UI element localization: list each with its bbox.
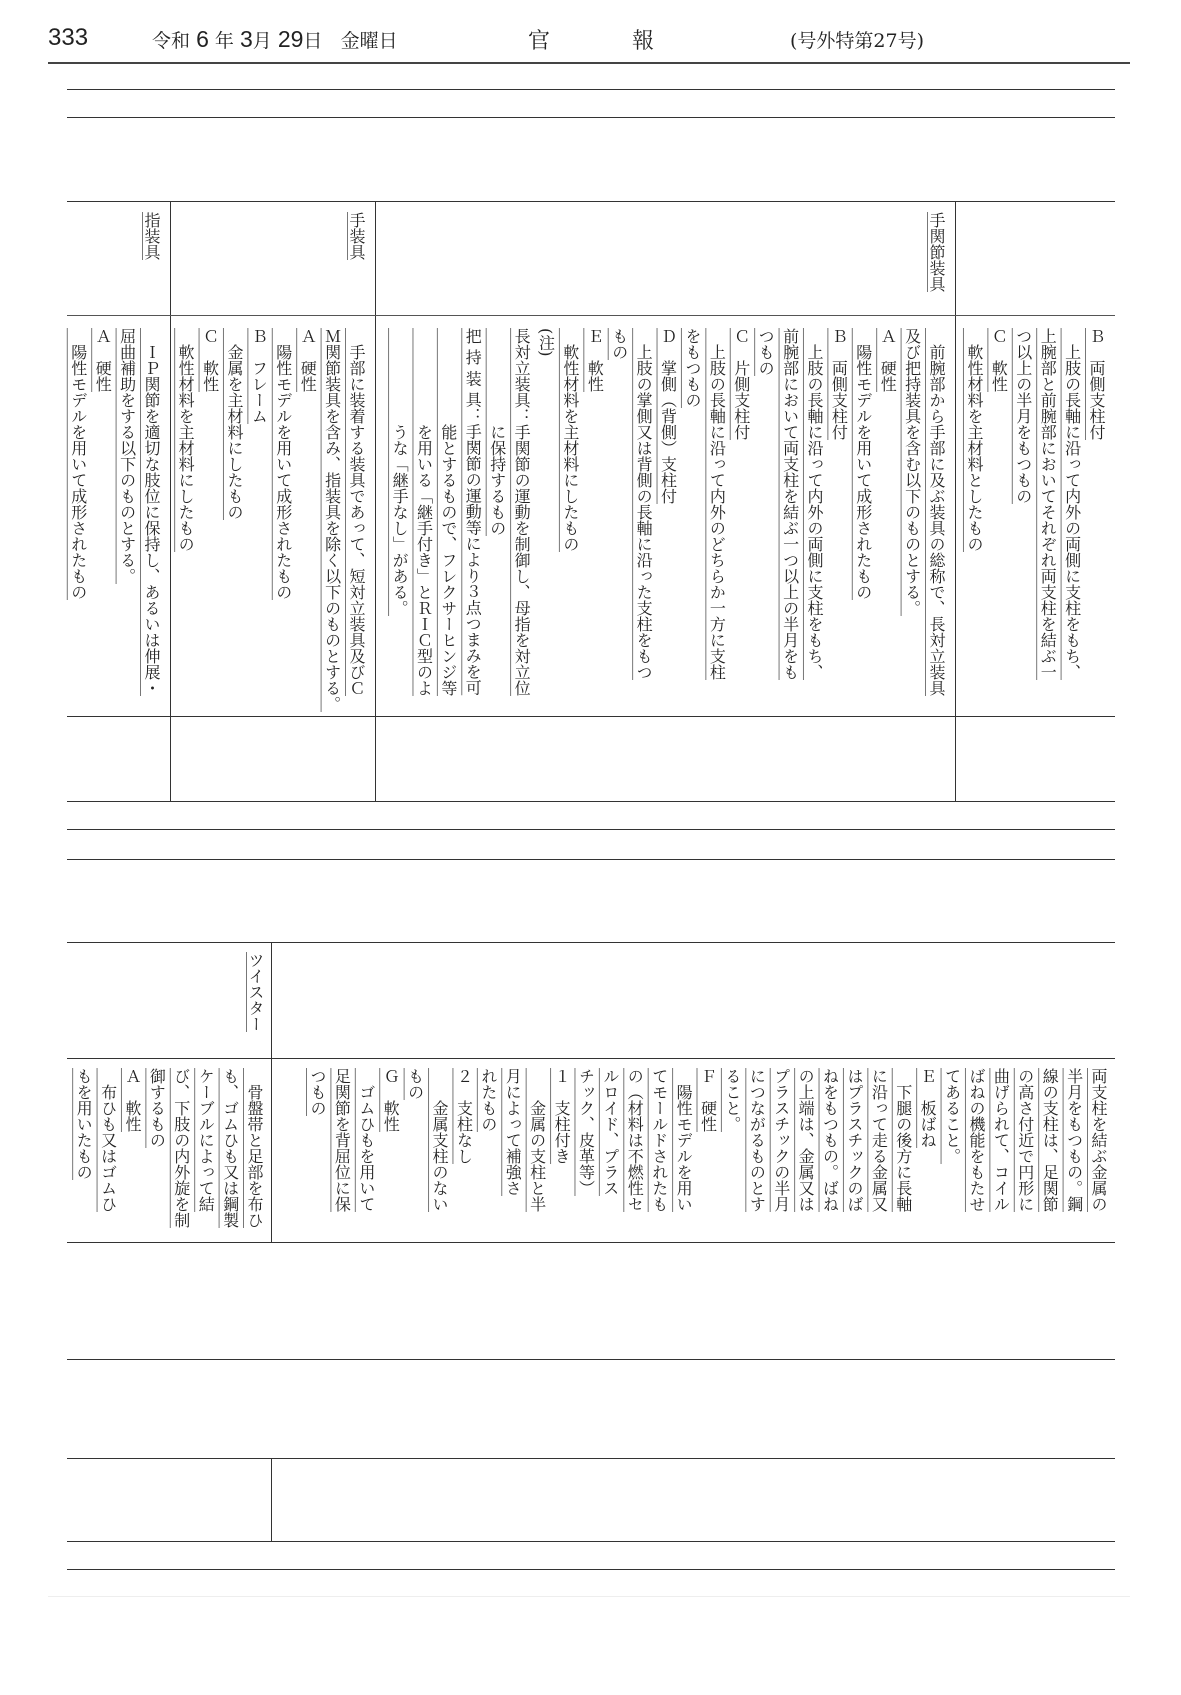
text-line: 御するもの: [147, 1068, 167, 1148]
text-line: Ｅ 板ばね: [918, 1068, 938, 1148]
text-line: Ｂ 両側支柱付: [1087, 328, 1106, 440]
text-line: 屈曲補助をする以下のものとする。: [117, 328, 137, 584]
era: 令和: [152, 30, 191, 52]
issue-date: [152, 26, 398, 53]
text-line: れたもの: [478, 1068, 498, 1132]
text-line: に保持するもの: [487, 328, 507, 536]
column-divider: [375, 201, 376, 801]
text-line: の上端は、金属又は: [796, 1068, 816, 1212]
text-line: はプラスチックのば: [844, 1068, 864, 1212]
text-line: Ｇ 軟性: [381, 1068, 401, 1132]
text-line: Ｂ フレーム: [249, 328, 269, 424]
weekday: 金曜日: [340, 30, 398, 52]
text-line: Ａ 硬性: [878, 328, 898, 392]
text-line: 軟性材料を主材料にしたもの: [176, 328, 196, 552]
rule: [67, 89, 1115, 90]
text-line: 陽性モデルを用いて成形されたもの: [273, 328, 293, 600]
text-line: Ａ 硬性: [93, 328, 113, 392]
table-top-rule: [67, 201, 1115, 202]
text-line: 軟性材料を主材料としたもの: [964, 328, 984, 552]
text-line: の高さ付近で円形に: [1015, 1068, 1035, 1212]
text-line: 金属を主材料にしたもの: [224, 328, 244, 520]
year-unit: 年: [214, 30, 234, 52]
year: 6: [196, 26, 209, 52]
text-line: 上肢の長軸に沿って内外の両側に支柱をもち、: [1062, 328, 1082, 680]
text-line: Ｅ 軟性: [585, 328, 605, 392]
text-line: Ｃ 軟性: [200, 328, 220, 392]
text-line: Ｂ 両側支柱付: [829, 328, 849, 440]
table-rule: [67, 1242, 1115, 1243]
page-number: 333: [48, 24, 89, 51]
text-line: Ｃ 軟性: [989, 328, 1009, 392]
text-line: ること。: [722, 1068, 742, 1132]
text-line: 上肢の長軸に沿って内外のどちらか一方に支柱: [707, 328, 727, 680]
text-line: ゴムひもを用いて: [356, 1068, 376, 1212]
text-line: 下腿の後方に長軸: [893, 1068, 913, 1212]
text-line: 曲げられて、コイル: [991, 1068, 1011, 1212]
text-line: 両支柱を結ぶ金属の: [1089, 1068, 1108, 1212]
text-line: プラスチックの半月: [771, 1068, 791, 1212]
item-heading-finger-orthosis: 指装具: [142, 212, 161, 260]
definition-cell-hand-orthosis: [173, 328, 368, 718]
header-rule: [48, 62, 1130, 64]
definition-cell-twister: [71, 1068, 266, 1238]
text-line: 手部に装着する装具であって、短対立装具及びＣ: [347, 328, 366, 696]
text-line: 陽性モデルを用いて成形されたもの: [853, 328, 873, 600]
text-line: ＩＰ関節を適切な肢位に保持し、あるいは伸展・: [142, 328, 161, 696]
text-line: 及び把持装具を含む以下のものとする。: [902, 328, 922, 616]
definition-cell-finger-orthosis: [65, 328, 163, 718]
text-line: １ 支柱付き: [552, 1068, 572, 1164]
rule: [67, 1569, 1115, 1570]
text-line: 軟性材料を主材料にしたもの: [560, 328, 580, 552]
text-line: Ａ 軟性: [122, 1068, 142, 1132]
text-line: (注): [536, 328, 556, 357]
text-line: 上腕部と前腕部においてそれぞれ両支柱を結ぶ一: [1038, 328, 1058, 680]
text-line: ばねの機能をもたせ: [966, 1068, 986, 1212]
item-heading-hand-orthosis: 手装具: [347, 212, 366, 260]
table-rule: [67, 1058, 1115, 1059]
text-line: 能とするもので、フレクサーヒンジ等: [438, 328, 458, 696]
text-line: ケーブルによって結: [196, 1068, 216, 1212]
text-line: もを用いたもの: [74, 1068, 94, 1180]
text-line: Ｆ 硬性: [698, 1068, 718, 1132]
month-unit: 月: [252, 30, 272, 52]
text-line: つもの: [756, 328, 776, 376]
rule: [67, 117, 1115, 118]
text-line: をもつもの: [682, 328, 702, 408]
text-line: 金属の支柱と半: [527, 1068, 547, 1212]
text-line: 線の支柱は、足関節: [1040, 1068, 1060, 1212]
text-line: 陽性モデルを用い: [674, 1068, 694, 1212]
day: 29: [277, 26, 304, 52]
text-line: 上肢の掌側又は背側の長軸に沿った支柱をもつ: [634, 328, 654, 680]
column-divider: [170, 201, 171, 801]
table-top-rule: [67, 1458, 1115, 1459]
gazette-title-1: 官: [528, 29, 551, 54]
text-line: つ以上の半月をもつもの: [1013, 328, 1033, 504]
definition-cell: [305, 1068, 1110, 1238]
item-heading-wrist-orthosis: 手関節装具: [927, 212, 946, 292]
text-line: Ｃ 片側支柱付: [731, 328, 751, 440]
text-line: 月によって補強さ: [503, 1068, 523, 1196]
table-top-rule: [67, 942, 1115, 943]
text-line: ２ 支柱なし: [454, 1068, 474, 1164]
table-rule: [67, 1541, 1115, 1542]
text-line: 陽性モデルを用いて成形されたもの: [68, 328, 88, 600]
page-edge: [48, 1596, 1130, 1597]
text-line: 上肢の長軸に沿って内外の両側に支柱をもち、: [804, 328, 824, 680]
text-line: を用いる「継手付き」とＲＩＣ型のよ: [414, 328, 434, 696]
text-line: に沿って走る金属又: [869, 1068, 889, 1212]
header-row-divider: [67, 315, 1115, 316]
text-line: 前腕部から手部に及ぶ装具の総称で、長対立装具: [927, 328, 946, 696]
definition-cell-wrist-orthosis: [387, 328, 948, 708]
text-line: 把 持 装 具：手関節の運動等により３点つまみを可: [463, 328, 483, 696]
text-line: チック、皮革等）: [576, 1068, 596, 1196]
text-line: うな「継手なし」がある。: [390, 328, 410, 616]
text-line: 金属支柱のない: [430, 1068, 450, 1212]
item-heading-twister: ツイスター: [246, 952, 265, 1032]
text-line: Ａ 硬性: [298, 328, 318, 392]
text-line: もの: [609, 328, 629, 360]
column-divider: [271, 942, 272, 1242]
rule: [67, 829, 1115, 830]
text-line: ねをもつもの。ばね: [820, 1068, 840, 1212]
column-divider: [955, 201, 956, 801]
rule: [67, 859, 1115, 860]
definition-cell: [962, 328, 1108, 708]
text-line: てあること。: [942, 1068, 962, 1164]
text-line: 骨盤帯と足部を布ひ: [245, 1068, 264, 1228]
text-line: 長対立装具：手関節の運動を制御し、母指を対立位: [512, 328, 532, 696]
text-line: つもの: [308, 1068, 327, 1116]
text-line: もの: [405, 1068, 425, 1100]
text-line: 布ひも又はゴムひ: [98, 1068, 118, 1212]
text-line: てモールドされたも: [649, 1068, 669, 1212]
table-bottom-rule: [67, 801, 1115, 802]
text-line: 足関節を背屈位に保: [332, 1068, 352, 1212]
month: 3: [239, 26, 253, 52]
text-line: につながるものとす: [747, 1068, 767, 1212]
text-line: の（材料は不燃性セ: [625, 1068, 645, 1212]
column-divider: [271, 1458, 272, 1541]
text-line: Ｍ関節装具を含み、指装具を除く以下のものとする。: [322, 328, 342, 712]
text-line: Ｄ 掌側（背側）支柱付: [658, 328, 678, 504]
text-line: も、ゴムひも又は鋼製: [220, 1068, 240, 1228]
text-line: び、下肢の内外旋を制: [171, 1068, 191, 1228]
text-line: 前腕部において両支柱を結ぶ一つ以上の半月をも: [780, 328, 800, 680]
gazette-title-2: 報: [632, 29, 655, 54]
issue-number: (号外特第27号): [790, 30, 925, 52]
day-unit: 日: [303, 30, 323, 52]
text-line: 半月をもつもの。鋼: [1064, 1068, 1084, 1212]
text-line: ルロイド、プラス: [600, 1068, 620, 1196]
rule: [67, 1359, 1115, 1360]
